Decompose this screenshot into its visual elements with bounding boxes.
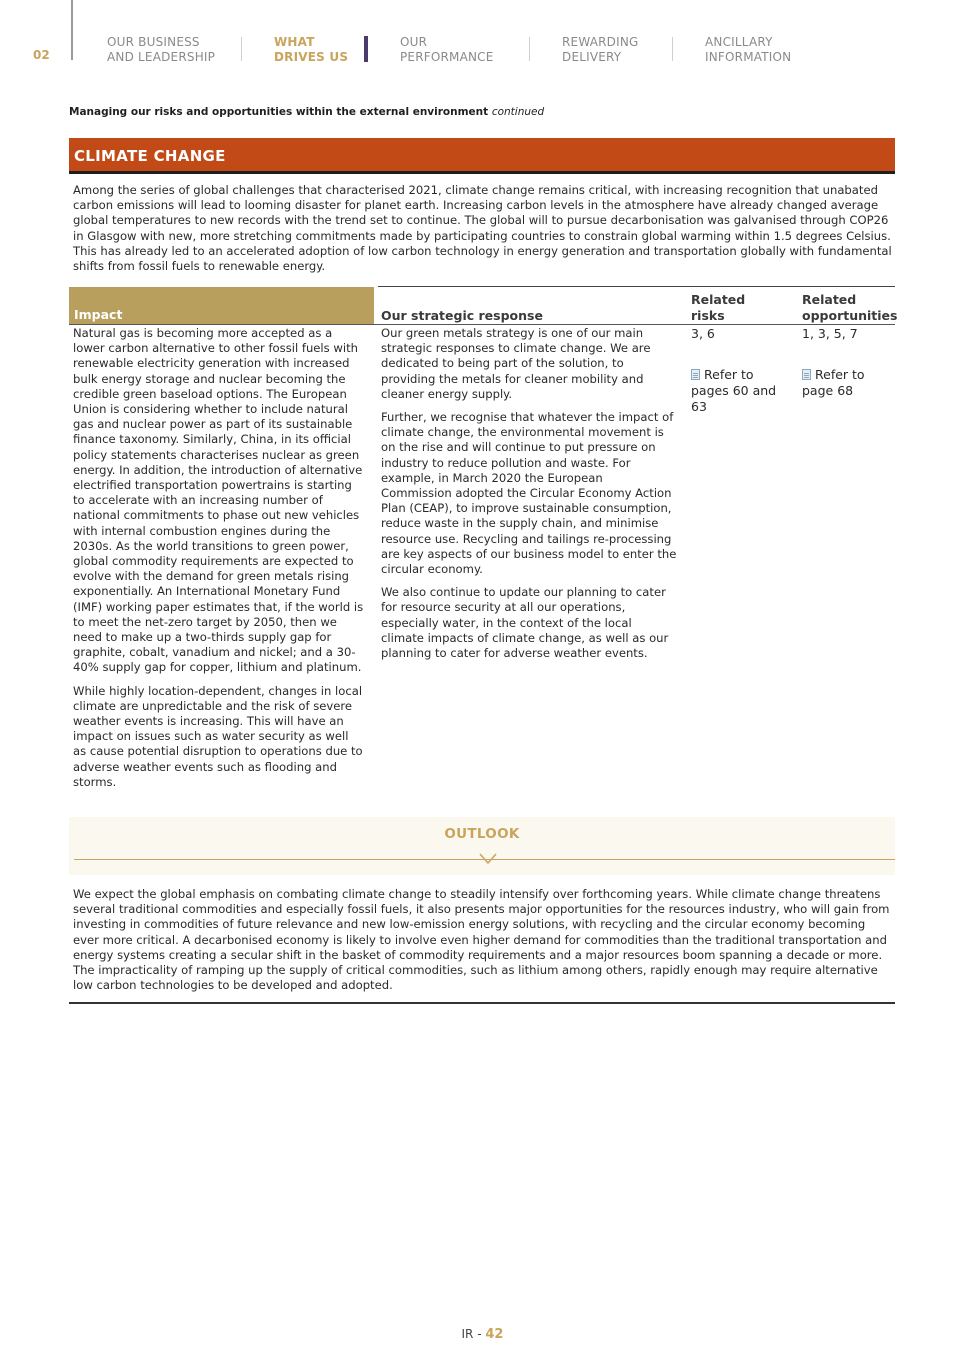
document-icon bbox=[802, 369, 811, 380]
nav-label-line1: OUR BUSINESS bbox=[107, 35, 200, 49]
response-header: Our strategic response bbox=[381, 308, 543, 323]
nav-label-line1: WHAT bbox=[274, 35, 315, 49]
nav-label-line1: REWARDING bbox=[562, 35, 639, 49]
header-divider bbox=[71, 0, 73, 60]
risks-ref-line2: pages 60 and bbox=[691, 383, 777, 398]
nav-label-line2: PERFORMANCE bbox=[400, 50, 494, 64]
subtitle-bold: Managing our risks and opportunities within the external environment bbox=[69, 106, 489, 118]
nav-label-line2: DRIVES US bbox=[274, 50, 349, 64]
outlook-banner bbox=[69, 817, 895, 875]
table-header-rule bbox=[69, 324, 895, 325]
opportunities-reference-link[interactable] bbox=[802, 367, 895, 399]
risks-header-line1: Related bbox=[691, 292, 746, 307]
section-title: CLIMATE CHANGE bbox=[74, 147, 226, 165]
response-paragraph: We also continue to update our planning to cater for resource security at all our operations, especially water, in the context of the local climate impacts of climate change, as well as our planning to cater for adverse weather events. bbox=[381, 585, 669, 661]
nav-our-performance[interactable] bbox=[400, 35, 494, 65]
response-paragraph: Further, we recognise that whatever the impact of climate change, the environmental movement is on the rise and will continue to put pressure on industry to reduce pollution and waste. For example, in March 2020 the European Commission adopted the Circular Economy Action Plan (CEAP), to improve sustainable consumption, reduce waste in the supply chain, and minimise resource use. Recycling and tailings re-processing are key aspects of our business model to enter the circular economy. bbox=[381, 410, 677, 577]
nav-separator bbox=[241, 37, 242, 61]
risks-header-line2: risks bbox=[691, 307, 725, 323]
impact-paragraph: While highly location-dependent, changes in local climate are unpredictable and the risk of severe weather events is increasing. This will have an impact on issues such as water security as well as cause potential disruption to operations due to adverse weather events such as flooding and storms. bbox=[73, 683, 363, 789]
nav-rewarding-delivery[interactable] bbox=[562, 35, 639, 65]
opps-ref-line1: Refer to bbox=[815, 367, 865, 382]
chevron-down-icon bbox=[479, 853, 497, 865]
nav-label-line2: INFORMATION bbox=[705, 50, 792, 64]
nav-label-line2: AND LEADERSHIP bbox=[107, 50, 216, 64]
footer-prefix: IR - bbox=[461, 1327, 482, 1341]
table-top-rule bbox=[378, 286, 895, 287]
related-opportunities-value: 1, 3, 5, 7 bbox=[802, 326, 858, 341]
impact-header: Impact bbox=[74, 307, 123, 322]
related-risks-value: 3, 6 bbox=[691, 326, 715, 341]
response-paragraph: Our green metals strategy is one of our main strategic responses to climate change. We are dedicated to being part of the solution, to providing the metals for cleaner mobility and cleaner energy supply. bbox=[381, 326, 651, 401]
nav-what-drives-us[interactable] bbox=[274, 35, 348, 65]
page-subtitle bbox=[69, 106, 544, 118]
opps-header-line1: Related bbox=[802, 292, 857, 307]
impact-paragraph: Natural gas is becoming more accepted as a lower carbon alternative to other fossil fuels with renewable electricity generation with increased bulk energy storage and nuclear becoming the credible green baseload options. The European Union is considering whether to include natural gas and nuclear power as part of its sustainable finance taxonomy. Similarly, China, in its official policy statements characterises nuclear as green energy. In addition, the introduction of alternative electrified transportation powertrains is starting to accelerate with an increasing number of national commitments to phase out new vehicles with internal combustion engines during the 2030s. As the world transitions to green power, global commodity requirements are expected to evolve with the demand for green metals rising exponentially. An International Monetary Fund (IMF) working paper estimates that, if the world is to meet the net-zero target by 2050, then we need to make up a two-thirds supply gap for graphite, cobalt, vanadium and nickel; and a 30-40% supply gap for copper, lithium and platinum. bbox=[73, 326, 364, 675]
intro-paragraph: Among the series of global challenges that characterised 2021, climate change remains critical, with increasing recognition that unabated carbon emissions will lead to looming disaster for planet earth. Increasing carbon levels in the atmosphere have already changed average global temperatures to new records with the trend set to continue. The global will to pursue decarbonisation was galvanised through COP26 in Glasgow with new, more stretching commitments made by participating countries to constrain global warming within 1.5 degrees Celsius. This has already led to an accelerated adoption of low carbon technology in energy generation and transportation globally with fundamental shifts from fossil fuels to renewable energy. bbox=[73, 183, 892, 274]
page-footer bbox=[0, 1327, 965, 1342]
section-banner bbox=[69, 138, 895, 174]
subtitle-continued: continued bbox=[491, 106, 545, 118]
response-column bbox=[381, 326, 677, 669]
page-number: 42 bbox=[485, 1327, 504, 1342]
outlook-paragraph: We expect the global emphasis on combating climate change to steadily intensify over forthcoming years. While climate change threatens several traditional commodities and especially fossil fuels, it also presents major opportunities for the resources industry, who will gain from investing in commodities of future relevance and new low-emission energy solutions, with recycling and the circular economy becoming ever more critical. A decarbonised economy is likely to involve even higher demand for commodities than the traditional transportation and energy systems creating a secular shift in the basket of commodity requirements and a major resources boom spanning a decade or more. The impracticality of ramping up the supply of critical commodities, such as lithium among others, rapidly enough may require alternative low carbon technologies to be developed and adopted. bbox=[73, 887, 890, 993]
nav-label-line1: ANCILLARY bbox=[705, 35, 773, 49]
nav-ancillary-information[interactable] bbox=[705, 35, 791, 65]
opps-header-line2: opportunities bbox=[802, 307, 898, 323]
nav-active-marker bbox=[364, 36, 368, 62]
nav-label-line2: DELIVERY bbox=[562, 50, 622, 64]
section-number: 02 bbox=[33, 48, 50, 62]
related-risks-header bbox=[691, 292, 745, 323]
related-opportunities-header bbox=[802, 292, 897, 323]
document-icon bbox=[691, 369, 700, 380]
impact-header-cell bbox=[69, 287, 374, 324]
risks-ref-line3: 63 bbox=[691, 399, 707, 414]
nav-separator bbox=[529, 37, 530, 61]
risks-ref-line1: Refer to bbox=[704, 367, 754, 382]
section-bottom-rule bbox=[69, 1002, 895, 1004]
nav-separator bbox=[672, 37, 673, 61]
outlook-title: OUTLOOK bbox=[444, 826, 520, 842]
impact-column bbox=[73, 326, 365, 798]
opps-ref-line2: page 68 bbox=[802, 383, 854, 398]
nav-label-line1: OUR bbox=[400, 35, 428, 49]
risks-reference-link[interactable] bbox=[691, 367, 791, 415]
nav-our-business[interactable] bbox=[107, 35, 215, 65]
